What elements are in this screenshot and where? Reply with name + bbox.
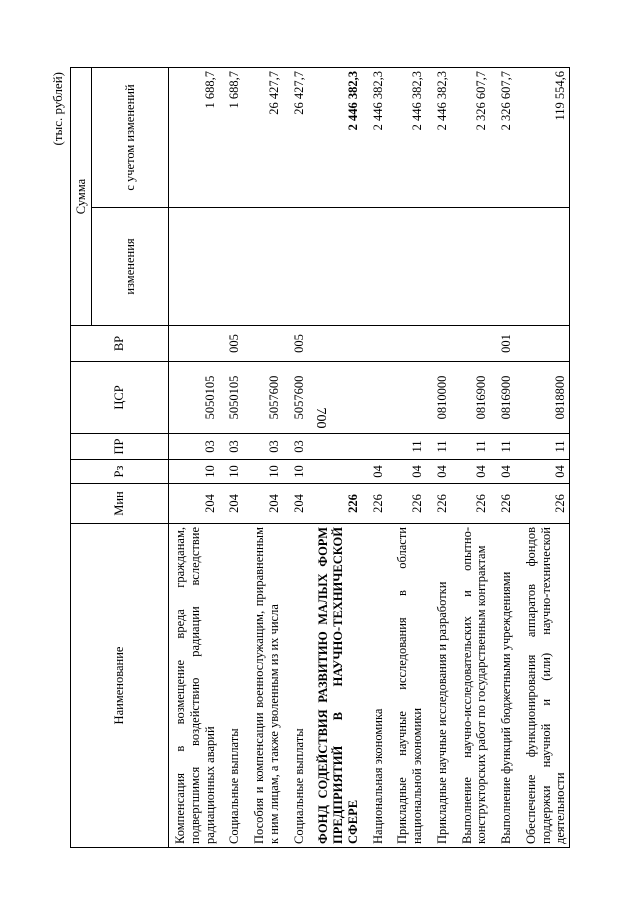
spacer-cell: [451, 326, 459, 362]
cell-total: 1 688,7: [169, 68, 219, 208]
spacer-cell: [307, 68, 315, 208]
table-row: [226, 68, 243, 848]
spacer-cell: [283, 362, 291, 434]
spacer-cell: [490, 326, 498, 362]
spacer-cell: [218, 362, 226, 434]
spacer-cell: [307, 484, 315, 524]
header-rz: Рз: [71, 460, 169, 484]
cell-pr: 11: [498, 434, 515, 460]
cell-name: Социальные выплаты: [291, 524, 308, 848]
spacer-cell: [243, 524, 251, 848]
spacer-cell: [490, 208, 498, 326]
spacer-cell: [490, 434, 498, 460]
header-pr: ПР: [71, 434, 169, 460]
spacer-cell: [362, 524, 370, 848]
cell-total: 2 446 382,3: [394, 68, 426, 208]
cell-name: Прикладные научные исследования в области национальной экономики: [394, 524, 426, 848]
spacer-cell: [426, 326, 434, 362]
row-spacer: [515, 68, 523, 848]
row-spacer: [490, 68, 498, 848]
spacer-cell: [307, 460, 315, 484]
spacer-cell: [283, 524, 291, 848]
cell-vr: [251, 326, 283, 362]
spacer-cell: [490, 484, 498, 524]
cell-rz: 04: [523, 460, 570, 484]
cell-rz: 10: [291, 460, 308, 484]
table-row: [394, 68, 426, 848]
table-body: [169, 68, 570, 848]
row-spacer: [307, 68, 315, 848]
spacer-cell: [426, 524, 434, 848]
cell-total: 2 326 607,7: [498, 68, 515, 208]
spacer-cell: [243, 208, 251, 326]
spacer-cell: [283, 484, 291, 524]
cell-pr: 11: [394, 434, 426, 460]
cell-rz: [315, 460, 361, 484]
spacer-cell: [218, 484, 226, 524]
spacer-cell: [218, 326, 226, 362]
cell-csr: [370, 362, 387, 434]
cell-pr: [370, 434, 387, 460]
cell-csr: 0816900: [459, 362, 491, 434]
cell-total: 2 446 382,3: [434, 68, 451, 208]
row-spacer: [451, 68, 459, 848]
spacer-cell: [426, 460, 434, 484]
cell-pr: 11: [523, 434, 570, 460]
spacer-cell: [243, 68, 251, 208]
spacer-cell: [218, 68, 226, 208]
spacer-cell: [283, 208, 291, 326]
cell-pr: [315, 434, 361, 460]
spacer-cell: [307, 434, 315, 460]
cell-min: 226: [315, 484, 361, 524]
cell-rz: 04: [434, 460, 451, 484]
header-change: изменения: [92, 208, 169, 326]
spacer-cell: [362, 460, 370, 484]
spacer-cell: [386, 524, 394, 848]
cell-pr: 11: [459, 434, 491, 460]
cell-vr: 005: [226, 326, 243, 362]
spacer-cell: [386, 362, 394, 434]
spacer-cell: [218, 524, 226, 848]
cell-pr: 03: [291, 434, 308, 460]
spacer-cell: [451, 68, 459, 208]
cell-rz: 10: [226, 460, 243, 484]
spacer-cell: [451, 524, 459, 848]
cell-change: [394, 208, 426, 326]
cell-min: 226: [459, 484, 491, 524]
spacer-cell: [362, 484, 370, 524]
cell-total: 1 688,7: [226, 68, 243, 208]
cell-min: 226: [498, 484, 515, 524]
spacer-cell: [426, 362, 434, 434]
table-row: [370, 68, 387, 848]
cell-name: Выполнение научно-исследовательских и опытно-конструкторских работ по государственным контрактам: [459, 524, 491, 848]
cell-min: 204: [251, 484, 283, 524]
cell-rz: 04: [459, 460, 491, 484]
spacer-cell: [362, 362, 370, 434]
spacer-cell: [451, 362, 459, 434]
cell-change: [251, 208, 283, 326]
spacer-cell: [362, 208, 370, 326]
cell-change: [291, 208, 308, 326]
cell-name: Прикладные научные исследования и разработки: [434, 524, 451, 848]
cell-name: Компенсация в возмещение вреда гражданам, подвергшимся воздействию радиации вследствие радиационных аварий: [169, 524, 219, 848]
cell-total: 2 326 607,7: [459, 68, 491, 208]
spacer-cell: [307, 208, 315, 326]
row-spacer: [386, 68, 394, 848]
cell-change: [226, 208, 243, 326]
header-vr: ВР: [71, 326, 169, 362]
spacer-cell: [243, 434, 251, 460]
table-row: [434, 68, 451, 848]
cell-csr: [315, 362, 361, 434]
spacer-cell: [243, 326, 251, 362]
spacer-cell: [515, 434, 523, 460]
cell-change: [434, 208, 451, 326]
spacer-cell: [490, 460, 498, 484]
table-row: [315, 68, 361, 848]
spacer-cell: [283, 326, 291, 362]
cell-change: [370, 208, 387, 326]
row-spacer: [218, 68, 226, 848]
row-spacer: [426, 68, 434, 848]
row-spacer: [362, 68, 370, 848]
spacer-cell: [307, 524, 315, 848]
spacer-cell: [283, 68, 291, 208]
cell-rz: 04: [498, 460, 515, 484]
spacer-cell: [515, 524, 523, 848]
spacer-cell: [515, 326, 523, 362]
spacer-cell: [515, 68, 523, 208]
cell-name: Обеспечение функционирования аппаратов фондов поддержки научной и (или) научно-технической деятельности: [523, 524, 570, 848]
cell-min: 204: [169, 484, 219, 524]
cell-name: ФОНД СОДЕЙСТВИЯ РАЗВИТИЮ МАЛЫХ ФОРМ ПРЕДПРИЯТИЙ В НАУЧНО-ТЕХНИЧЕСКОЙ СФЕРЕ: [315, 524, 361, 848]
cell-pr: 11: [434, 434, 451, 460]
rotated-page-content: [40, 68, 585, 848]
spacer-cell: [386, 434, 394, 460]
cell-name: Национальная экономика: [370, 524, 387, 848]
table-header: [71, 68, 169, 848]
spacer-cell: [451, 434, 459, 460]
budget-table: [70, 67, 570, 848]
cell-min: 226: [394, 484, 426, 524]
spacer-cell: [386, 68, 394, 208]
cell-min: 226: [523, 484, 570, 524]
cell-min: 204: [226, 484, 243, 524]
cell-vr: [523, 326, 570, 362]
spacer-cell: [515, 362, 523, 434]
spacer-cell: [243, 484, 251, 524]
units-note: (тыс. рублей): [50, 72, 65, 146]
cell-rz: 04: [394, 460, 426, 484]
cell-pr: 03: [251, 434, 283, 460]
cell-csr: 5050105: [226, 362, 243, 434]
table-row: [498, 68, 515, 848]
cell-change: [523, 208, 570, 326]
cell-vr: [394, 326, 426, 362]
row-spacer: [243, 68, 251, 848]
spacer-cell: [218, 434, 226, 460]
table-row: [169, 68, 219, 848]
spacer-cell: [283, 434, 291, 460]
spacer-cell: [362, 434, 370, 460]
spacer-cell: [451, 484, 459, 524]
spacer-cell: [386, 208, 394, 326]
page-number: 700: [313, 407, 328, 429]
spacer-cell: [307, 326, 315, 362]
spacer-cell: [490, 524, 498, 848]
cell-total: 2 446 382,3: [315, 68, 361, 208]
spacer-cell: [515, 484, 523, 524]
table-row: [251, 68, 283, 848]
spacer-cell: [451, 460, 459, 484]
cell-change: [169, 208, 219, 326]
spacer-cell: [515, 460, 523, 484]
table-row: [291, 68, 308, 848]
cell-csr: 5050105: [169, 362, 219, 434]
cell-change: [459, 208, 491, 326]
spacer-cell: [386, 326, 394, 362]
cell-rz: 10: [169, 460, 219, 484]
header-csr: ЦСР: [71, 362, 169, 434]
cell-pr: 03: [169, 434, 219, 460]
header-min: Мин: [71, 484, 169, 524]
spacer-cell: [218, 208, 226, 326]
spacer-cell: [490, 68, 498, 208]
cell-vr: [315, 326, 361, 362]
table-row: [459, 68, 491, 848]
header-name: Наименование: [71, 524, 169, 848]
row-spacer: [283, 68, 291, 848]
header-with-change: с учетом изменений: [92, 68, 169, 208]
cell-csr: 5057600: [251, 362, 283, 434]
table-row: [523, 68, 570, 848]
cell-min: 226: [370, 484, 387, 524]
spacer-cell: [307, 362, 315, 434]
spacer-cell: [515, 208, 523, 326]
cell-csr: 0810000: [434, 362, 451, 434]
spacer-cell: [283, 460, 291, 484]
spacer-cell: [490, 362, 498, 434]
cell-rz: 10: [251, 460, 283, 484]
cell-min: 204: [291, 484, 308, 524]
cell-vr: [459, 326, 491, 362]
cell-name: Выполнение функций бюджетными учреждениями: [498, 524, 515, 848]
cell-rz: 04: [370, 460, 387, 484]
cell-change: [498, 208, 515, 326]
cell-change: [315, 208, 361, 326]
spacer-cell: [218, 460, 226, 484]
spacer-cell: [243, 460, 251, 484]
cell-vr: 001: [498, 326, 515, 362]
cell-csr: 0818800: [523, 362, 570, 434]
cell-total: 2 446 382,3: [370, 68, 387, 208]
spacer-cell: [451, 208, 459, 326]
header-sum: Сумма: [71, 68, 92, 326]
spacer-cell: [426, 208, 434, 326]
spacer-cell: [426, 434, 434, 460]
cell-vr: [434, 326, 451, 362]
spacer-cell: [386, 484, 394, 524]
cell-min: 226: [434, 484, 451, 524]
cell-csr: [394, 362, 426, 434]
spacer-cell: [362, 68, 370, 208]
cell-vr: 005: [291, 326, 308, 362]
cell-total: 26 427,7: [291, 68, 308, 208]
spacer-cell: [426, 484, 434, 524]
cell-vr: [169, 326, 219, 362]
cell-pr: 03: [226, 434, 243, 460]
spacer-cell: [243, 362, 251, 434]
spacer-cell: [362, 326, 370, 362]
cell-name: Социальные выплаты: [226, 524, 243, 848]
cell-total: 119 554,6: [523, 68, 570, 208]
spacer-cell: [386, 460, 394, 484]
cell-total: 26 427,7: [251, 68, 283, 208]
spacer-cell: [426, 68, 434, 208]
cell-csr: 0816900: [498, 362, 515, 434]
cell-name: Пособия и компенсации военнослужащим, приравненным к ним лицам, а также уволенным из их числа: [251, 524, 283, 848]
cell-csr: 5057600: [291, 362, 308, 434]
cell-vr: [370, 326, 387, 362]
